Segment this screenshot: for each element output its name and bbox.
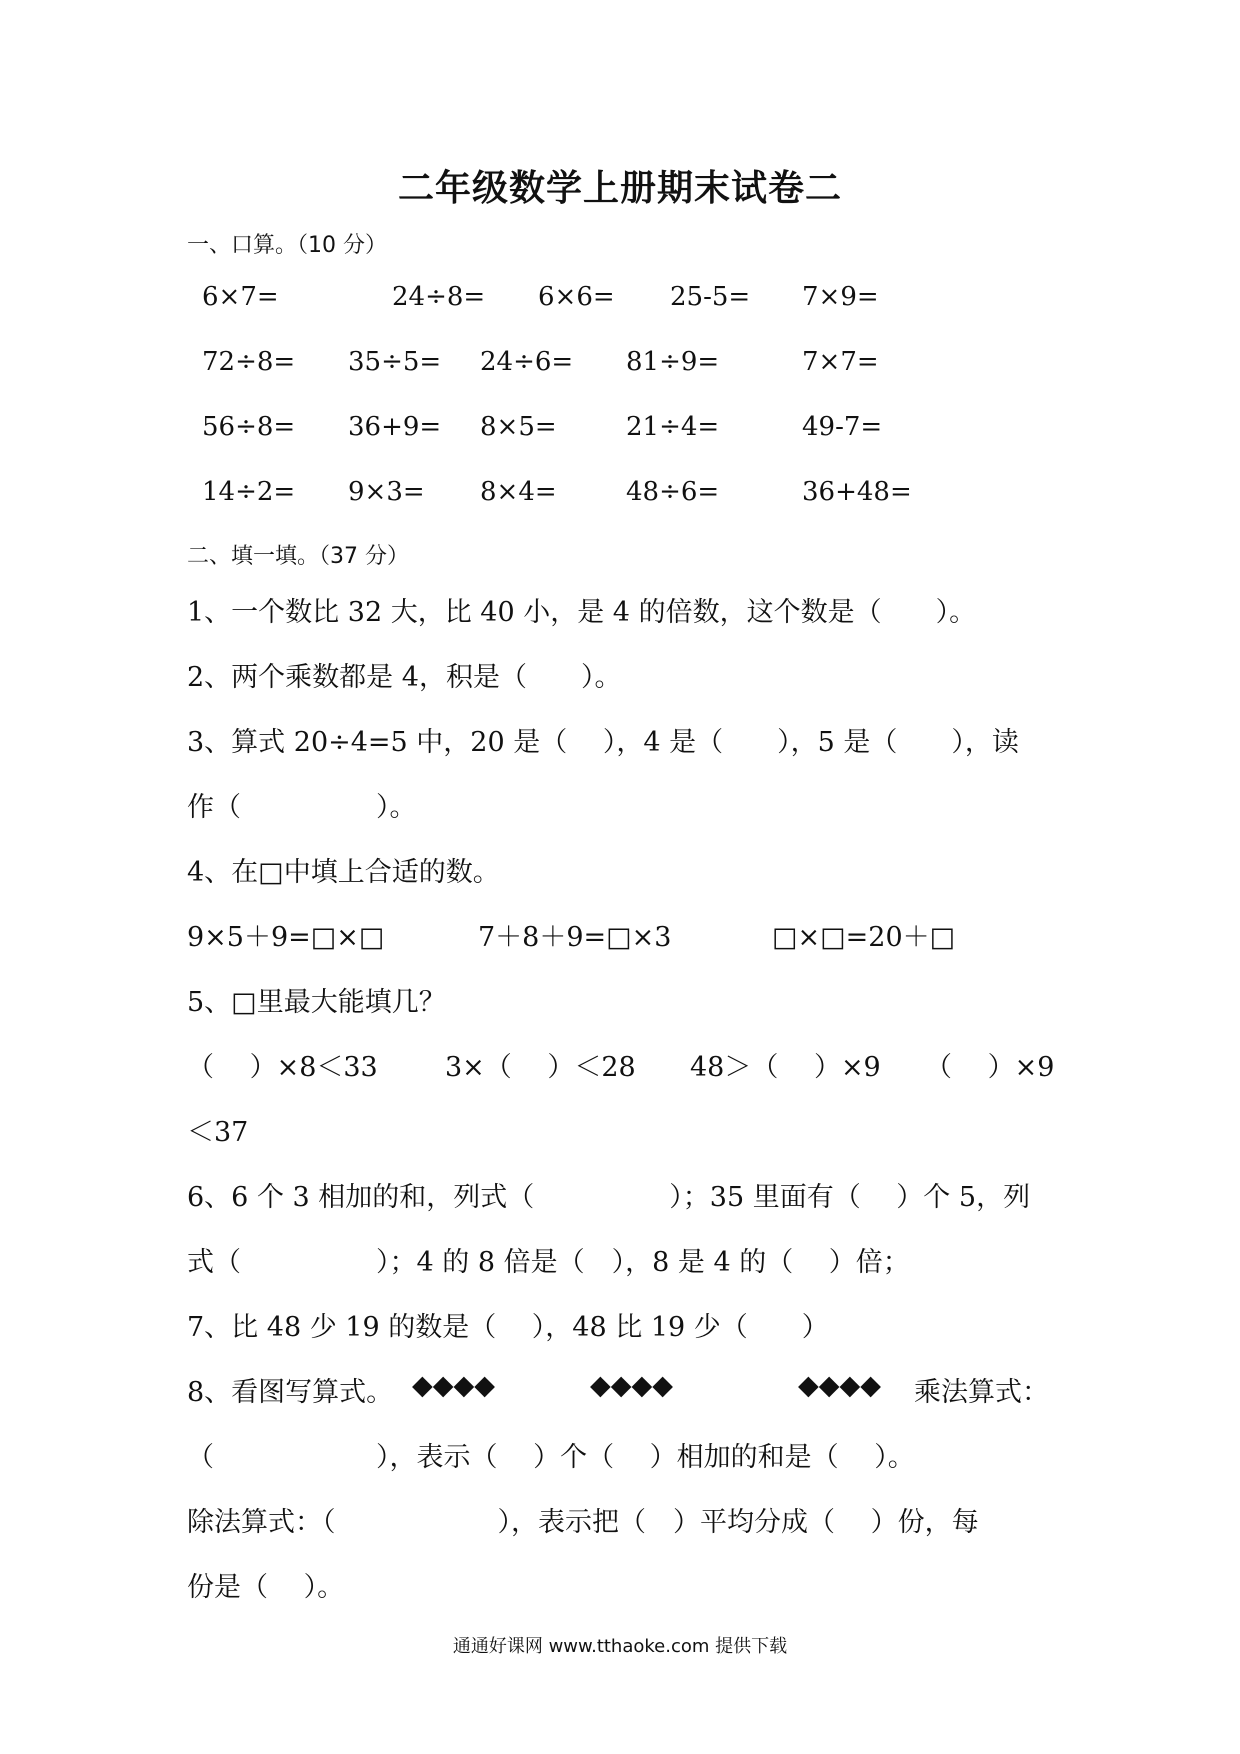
calc-item: 24÷6=: [480, 347, 574, 377]
calc-item: 14÷2=: [202, 477, 296, 507]
calc-item: 21÷4=: [626, 412, 720, 442]
calc-item: 36+48=: [802, 477, 912, 507]
calc-item: 36+9=: [348, 412, 442, 442]
section-2-heading: 二、填一填。（37 分）: [187, 544, 409, 569]
calc-item: 6×7=: [202, 282, 279, 312]
question-4-item: 9×5＋9=□×□: [187, 922, 385, 953]
question-4-item: □×□=20＋□: [772, 922, 956, 953]
question-8-mult-label: 乘法算式：: [914, 1377, 1049, 1408]
page-title: 二年级数学上册期末试卷二: [397, 168, 842, 209]
question-3-line-1: 3、算式 20÷4=5 中，20 是（ ），4 是（ ），5 是（ ），读: [187, 727, 1019, 758]
question-7: 7、比 48 少 19 的数是（ ），48 比 19 少（ ）: [187, 1312, 829, 1343]
diamond-group: ◆◆◆◆: [590, 1370, 674, 1401]
question-5: 5、□里最大能填几？: [187, 987, 446, 1018]
question-5-item: （ ）×9: [925, 1052, 1055, 1083]
footer: 通通好课网 www.tthaoke.com 提供下载: [452, 1636, 788, 1657]
calc-item: 24÷8=: [392, 282, 486, 312]
calc-item: 49-7=: [802, 412, 883, 442]
question-2: 2、两个乘数都是 4，积是（ ）。: [187, 662, 622, 693]
calc-item: 9×3=: [348, 477, 425, 507]
question-1: 1、一个数比 32 大，比 40 小，是 4 的倍数，这个数是（ ）。: [187, 597, 977, 628]
calc-item: 8×4=: [480, 477, 557, 507]
calc-item: 56÷8=: [202, 412, 296, 442]
question-4: 4、在□中填上合适的数。: [187, 857, 500, 888]
calc-item: 6×6=: [538, 282, 615, 312]
question-8-line-2: （ ），表示（ ）个（ ）相加的和是（ ）。: [187, 1442, 915, 1473]
calc-item: 7×9=: [802, 282, 879, 312]
calc-item: 8×5=: [480, 412, 557, 442]
question-4-item: 7＋8＋9=□×3: [478, 922, 672, 953]
calc-item: 35÷5=: [348, 347, 442, 377]
diamond-group: ◆◆◆◆: [798, 1370, 882, 1401]
calc-item: 81÷9=: [626, 347, 720, 377]
diamond-group: ◆◆◆◆: [412, 1370, 496, 1401]
question-6-line-1: 6、6 个 3 相加的和，列式（ ）；35 里面有（ ）个 5，列: [187, 1182, 1031, 1213]
calc-item: 48÷6=: [626, 477, 720, 507]
question-8-intro: 8、看图写算式。: [187, 1377, 394, 1408]
question-5-item: 3×（ ）＜28: [445, 1052, 636, 1083]
question-5-item: 48＞（ ）×9: [690, 1052, 881, 1083]
question-8-line-3: 除法算式：（ ），表示把（ ）平均分成（ ）份，每: [187, 1507, 979, 1538]
calc-item: 25-5=: [670, 282, 751, 312]
calc-item: 7×7=: [802, 347, 879, 377]
question-5-item: （ ）×8＜33: [187, 1052, 378, 1083]
calc-item: 72÷8=: [202, 347, 296, 377]
question-5-line-2: ＜37: [187, 1117, 249, 1148]
question-8-line-4: 份是（ ）。: [187, 1572, 345, 1603]
question-6-line-2: 式（ ）；4 的 8 倍是（ ），8 是 4 的（ ）倍；: [187, 1247, 910, 1278]
question-3-line-2: 作（ ）。: [187, 792, 417, 823]
section-1-heading: 一、口算。（10 分）: [187, 233, 387, 258]
